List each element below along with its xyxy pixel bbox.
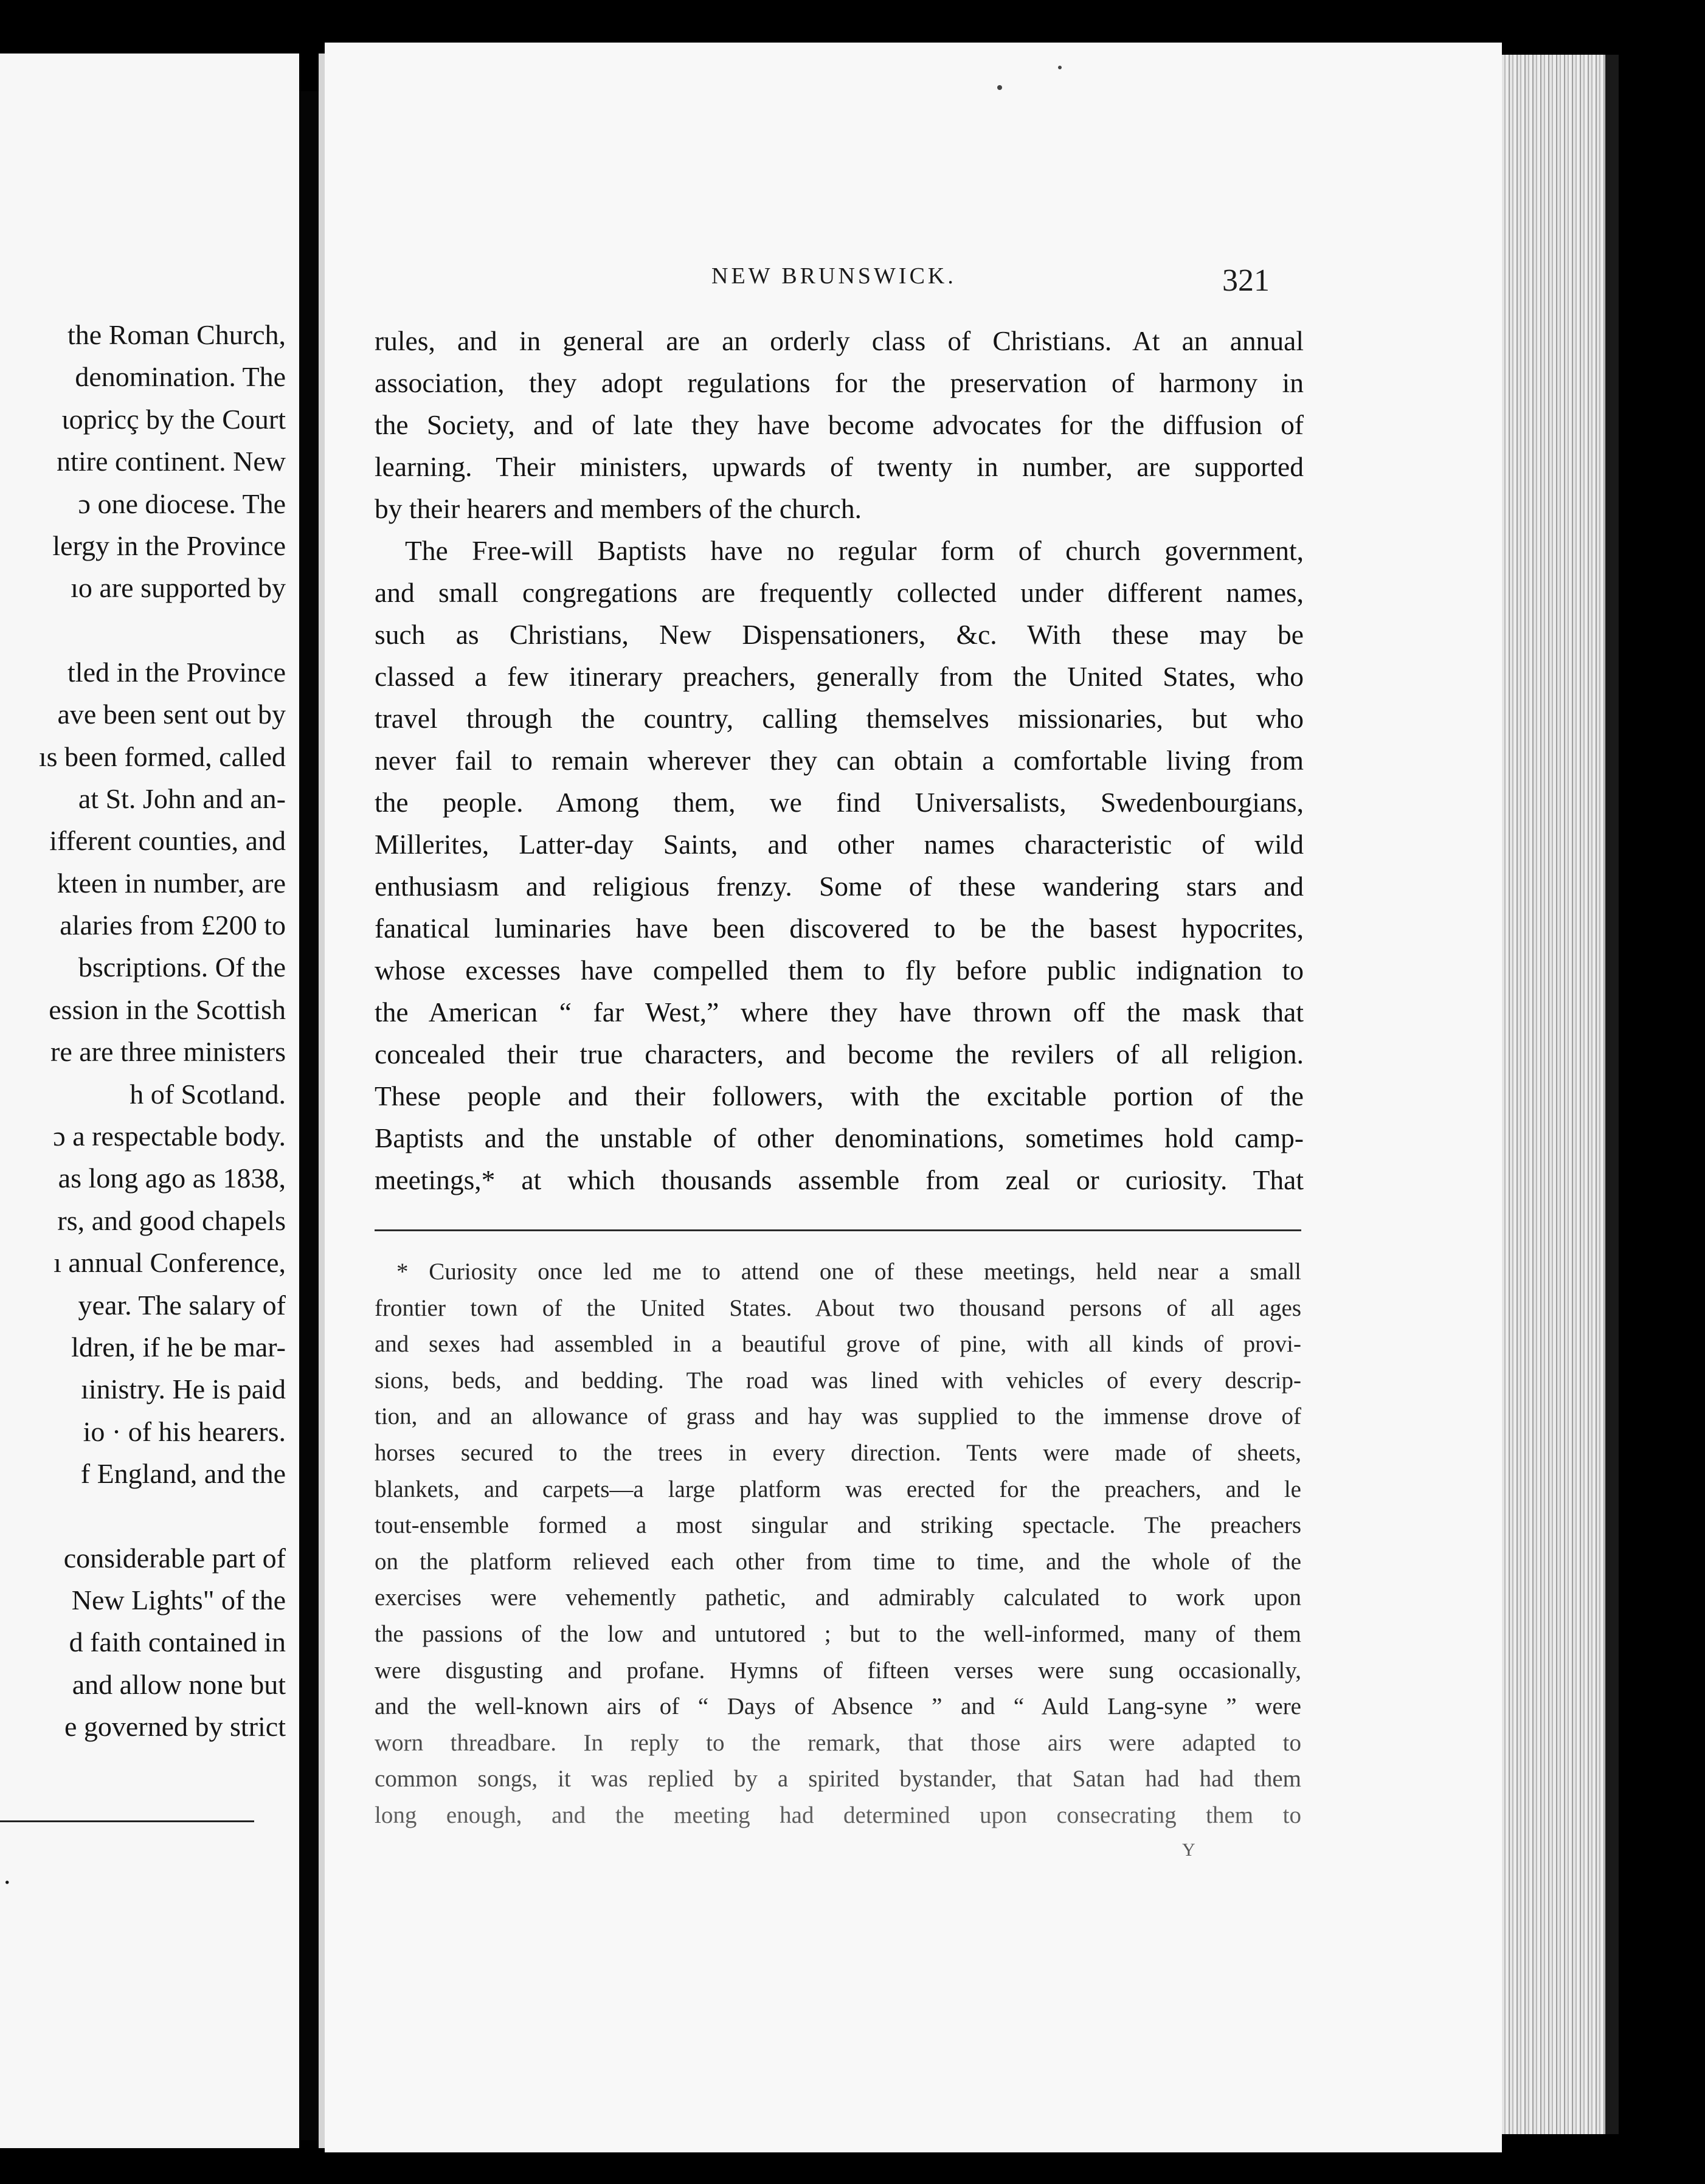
footnote-line: long enough, and the meeting had determined upon consecrating them to [375, 1802, 1301, 1828]
left-line: ɔ one diocese. The [78, 488, 286, 519]
body-line: whose excesses have compelled them to fly before public indignation to [375, 955, 1304, 986]
left-line: rs, and good chapels [57, 1204, 286, 1236]
body-line: association, they adopt regulations for the preservation of harmony in [375, 367, 1304, 398]
left-line: ifferent counties, and [49, 825, 286, 857]
footnote-line: on the platform relieved each other from time to time, and the whole of the [375, 1548, 1301, 1575]
footnote-rule [375, 1229, 1301, 1231]
body-line: fanatical luminaries have been discovered to be the basest hypocrites, [375, 913, 1304, 944]
left-line: ldren, if he be mar- [71, 1331, 286, 1363]
left-line: ıo are supported by [71, 572, 286, 604]
footnote-line: common songs, it was replied by a spirited bystander, that Satan had had them [375, 1766, 1301, 1792]
left-line: d faith contained in [69, 1626, 286, 1658]
left-line: kteen in number, are [57, 867, 286, 899]
footnote-line: blankets, and carpets—a large platform was erected for the preachers, and le [375, 1476, 1301, 1502]
body-line: learning. Their ministers, upwards of twenty in number, are supported [375, 451, 1304, 482]
book-gutter [299, 91, 319, 2140]
left-line: considerable part of [63, 1542, 286, 1574]
book-edge-shadow [1605, 55, 1619, 2134]
left-line: New Lights" of the [71, 1584, 286, 1616]
footnote-line: * Curiosity once led me to attend one of these meetings, held near a small [396, 1259, 1301, 1285]
body-line: travel through the country, calling themselves missionaries, but who [375, 703, 1304, 734]
footnote-line: exercises were vehemently pathetic, and admirably calculated to work upon [375, 1584, 1301, 1611]
left-line [0, 1495, 286, 1537]
page-number: 321 [1222, 263, 1270, 298]
footnote-line: tout-ensemble formed a most singular and striking spectacle. The preachers [375, 1512, 1301, 1539]
left-line: lergy in the Province [52, 530, 286, 561]
left-line: ıinistry. He is paid [81, 1374, 286, 1405]
footnote-line: were disgusting and profane. Hymns of fifteen verses were sung occasionally, [375, 1657, 1301, 1684]
body-line: classed a few itinerary preachers, generally from the United States, who [375, 661, 1304, 692]
left-footnote-rule [0, 1820, 254, 1822]
signature-mark: Y [1182, 1840, 1195, 1860]
left-line: tled in the Province [67, 656, 286, 688]
left-line: ave been sent out by [57, 699, 286, 730]
footnote-line: tion, and an allowance of grass and hay was supplied to the immense drove of [375, 1403, 1301, 1430]
body-line: Millerites, Latter-day Saints, and other names characteristic of wild [375, 829, 1304, 860]
left-line: e governed by strict [64, 1711, 286, 1743]
left-line: re are three ministers [50, 1036, 286, 1068]
print-speck [997, 85, 1002, 90]
footnote-line: frontier town of the United States. About two thousand persons of all ages [375, 1294, 1301, 1321]
left-line: year. The salary of [78, 1289, 286, 1321]
running-head: NEW BRUNSWICK. [711, 263, 956, 289]
body-line: by their hearers and members of the church. [375, 493, 862, 524]
footnote [375, 1254, 1301, 1834]
left-line: and allow none but [72, 1668, 286, 1700]
left-line: the Roman Church, [67, 319, 286, 350]
left-line: ɩopricç by the Court [61, 403, 286, 435]
left-line: f England, and the [80, 1458, 286, 1490]
left-line [0, 609, 286, 651]
left-line: ɔ a respectable body. [53, 1121, 286, 1152]
left-trailing-mark: . [4, 1859, 11, 1890]
left-line: ession in the Scottish [49, 994, 286, 1025]
body-line: concealed their true characters, and become the revilers of all religion. [375, 1038, 1304, 1070]
body-line: meetings,* at which thousands assemble from zeal or curiosity. That [375, 1164, 1304, 1195]
left-line: ıs been formed, called [38, 741, 286, 772]
gutter-shadow [319, 54, 325, 2148]
body-line: rules, and in general are an orderly class of Christians. At an annual [375, 325, 1304, 356]
left-line: at St. John and an- [78, 783, 286, 814]
left-line: alaries from £200 to [60, 910, 286, 941]
body-line: never fail to remain wherever they can obtain a comfortable living from [375, 745, 1304, 776]
print-speck [1058, 66, 1062, 69]
body-line: enthusiasm and religious frenzy. Some of these wandering stars and [375, 871, 1304, 902]
body-line: and small congregations are frequently collected under different names, [375, 577, 1304, 608]
left-line: ı annual Conference, [54, 1247, 286, 1279]
footnote-line: and sexes had assembled in a beautiful grove of pine, with all kinds of provi- [375, 1331, 1301, 1358]
body-line: The Free-will Baptists have no regular form of church government, [405, 535, 1304, 566]
body-line: Baptists and the unstable of other denominations, sometimes hold camp- [375, 1122, 1304, 1153]
left-line: io · of his hearers. [83, 1415, 286, 1447]
left-line: ntire continent. New [57, 446, 286, 477]
footnote-line: worn threadbare. In reply to the remark, that those airs were adapted to [375, 1729, 1301, 1756]
previous-page-fragment [0, 54, 299, 2148]
body-line: the Society, and of late they have become advocates for the diffusion of [375, 409, 1304, 440]
page-edges [1502, 55, 1605, 2134]
body-line: These people and their followers, with the excitable portion of the [375, 1080, 1304, 1111]
left-line: as long ago as 1838, [58, 1163, 286, 1194]
left-line: bscriptions. Of the [78, 952, 286, 983]
footnote-line: sions, beds, and bedding. The road was lined with vehicles of every descrip- [375, 1367, 1301, 1394]
body-line: the American “ far West,” where they have thrown off the mask that [375, 997, 1304, 1028]
body-line: such as Christians, New Dispensationers, &c. With these may be [375, 619, 1304, 650]
body-text [375, 320, 1304, 1201]
left-line: denomination. The [75, 361, 286, 393]
footnote-line: the passions of the low and untutored ; but to the well-informed, many of them [375, 1620, 1301, 1647]
body-line: the people. Among them, we find Universalists, Swedenbourgians, [375, 787, 1304, 818]
footnote-line: and the well-known airs of “ Days of Absence ” and “ Auld Lang-syne ” were [375, 1693, 1301, 1720]
left-line: h of Scotland. [130, 1078, 286, 1110]
footnote-line: horses secured to the trees in every direction. Tents were made of sheets, [375, 1439, 1301, 1466]
previous-page-text [0, 314, 286, 1748]
